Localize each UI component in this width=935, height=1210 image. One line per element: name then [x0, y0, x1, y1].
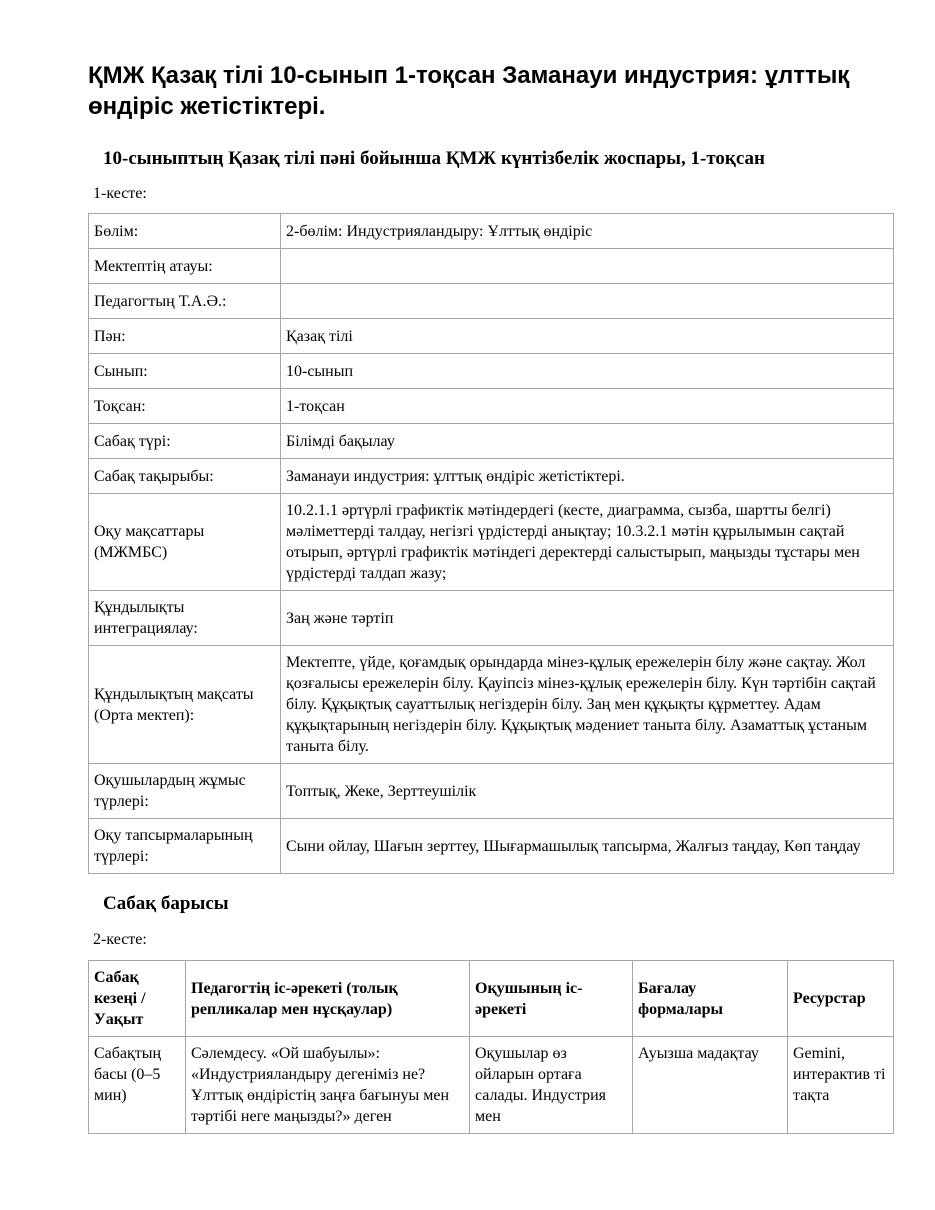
lesson-progress-heading: Сабақ барысы — [103, 893, 229, 914]
cell-student-activity — [470, 1037, 633, 1134]
info-value: Топтық, Жеке, Зерттеушілік — [281, 764, 894, 819]
info-value: Қазақ тілі — [281, 319, 894, 354]
info-label: Педагогтың Т.А.Ә.: — [89, 284, 281, 319]
table-row — [89, 1037, 894, 1134]
info-row-section — [89, 214, 894, 249]
info-label: Оқу тапсырмаларының түрлері: — [89, 819, 281, 874]
info-row-teacher — [89, 284, 894, 319]
info-row-value-integration — [89, 591, 894, 646]
table1-caption: 1-кесте: — [93, 185, 147, 202]
header-resources: Ресурстар — [788, 961, 894, 1037]
info-label: Құндылықты интеграциялау: — [89, 591, 281, 646]
header-teacher-activity: Педагогтің іс-әрекеті (толық репликалар мен нұсқаулар) — [186, 961, 470, 1037]
info-row-learning-objectives — [89, 494, 894, 591]
lesson-table-header — [89, 961, 894, 1037]
info-row-quarter — [89, 389, 894, 424]
info-value: Сыни ойлау, Шағын зерттеу, Шығармашылық тапсырма, Жалғыз таңдау, Көп таңдау — [281, 819, 894, 874]
info-row-school — [89, 249, 894, 284]
info-label: Мектептің атауы: — [89, 249, 281, 284]
info-row-value-goal — [89, 646, 894, 764]
info-value — [281, 284, 894, 319]
info-label: Бөлім: — [89, 214, 281, 249]
info-value: Заманауи индустрия: ұлттық өндіріс жетістіктері. — [281, 459, 894, 494]
cell-resources: Gemini, интерактив ті тақта — [788, 1037, 894, 1134]
info-label: Тоқсан: — [89, 389, 281, 424]
document-page — [88, 0, 893, 1134]
cell-teacher-text: Сәлемдесу. «Ой шабуылы»: «Индустрияландыру дегеніміз не? Ұлттық өндірістің заңға бағынуы мен тәртібі неге маңызды?» деген — [191, 1045, 450, 1125]
info-value: 1-тоқсан — [281, 389, 894, 424]
info-row-lesson-topic — [89, 459, 894, 494]
info-value: Мектепте, үйде, қоғамдық орындарда мінез-құлық ережелерін білу және сақтау. Жол қозғалысы ережелерін білу. Қауіпсіз мінез-құлық ережелерін білу. Күн тәртібін сақтай білу. Құқықтық сауаттылық негіздерін білу. Заң мен құқықты құрметтеу. Адам құқықтарының негіздерін білу. Құқықтық мәдениет таныта білу. Азаматтық ұстаным таныта білу. — [281, 646, 894, 764]
cell-teacher-activity — [186, 1037, 470, 1134]
header-stage: Сабақ кезеңі / Уақыт — [89, 961, 186, 1037]
plan-heading: 10-сыныптың Қазақ тілі пәні бойынша ҚМЖ күнтізбелік жоспары, 1-тоқсан — [103, 148, 765, 169]
lesson-info-table — [88, 213, 894, 874]
info-value: 2-бөлім: Индустрияландыру: Ұлттық өндіріс — [281, 214, 894, 249]
info-value: Заң және тәртіп — [281, 591, 894, 646]
info-label: Оқу мақсаттары (МЖМБС) — [89, 494, 281, 591]
info-value: 10-сынып — [281, 354, 894, 389]
info-label: Сабақ тақырыбы: — [89, 459, 281, 494]
cell-stage: Сабақтың басы (0–5 мин) — [89, 1037, 186, 1134]
cell-student-text: Оқушылар өз ойларын ортаға салады. Индустрия мен — [475, 1045, 606, 1125]
info-row-task-types — [89, 819, 894, 874]
info-label: Сабақ түрі: — [89, 424, 281, 459]
info-label: Оқушылардың жұмыс түрлері: — [89, 764, 281, 819]
lesson-progress-table — [88, 960, 894, 1134]
info-value — [281, 249, 894, 284]
document-title: ҚМЖ Қазақ тілі 10-сынып 1-тоқсан Заманауи индустрия: ұлттық өндіріс жетістіктері. — [88, 62, 850, 120]
table2-caption: 2-кесте: — [93, 931, 147, 948]
header-assessment: Бағалау формалары — [633, 961, 788, 1037]
cell-assessment: Ауызша мадақтау — [633, 1037, 788, 1134]
info-value: 10.2.1.1 әртүрлі графиктік мәтіндердегі (кесте, диаграмма, сызба, шартты белгі) мәліметтерді талдау, негізгі үрдістерді анықтау; 10.3.2.1 мәтін құрылымын сақтай отырып, әртүрлі графиктік мәтіндегі деректерді салыстырып, маңызды тұстары мен үрдістерді талдап жазу; — [281, 494, 894, 591]
info-row-work-types — [89, 764, 894, 819]
info-row-lesson-type — [89, 424, 894, 459]
info-row-grade — [89, 354, 894, 389]
info-row-subject — [89, 319, 894, 354]
header-student-activity: Оқушының іс-әрекеті — [470, 961, 633, 1037]
info-label: Сынып: — [89, 354, 281, 389]
info-label: Пән: — [89, 319, 281, 354]
info-label: Құндылықтың мақсаты (Орта мектеп): — [89, 646, 281, 764]
info-value: Білімді бақылау — [281, 424, 894, 459]
